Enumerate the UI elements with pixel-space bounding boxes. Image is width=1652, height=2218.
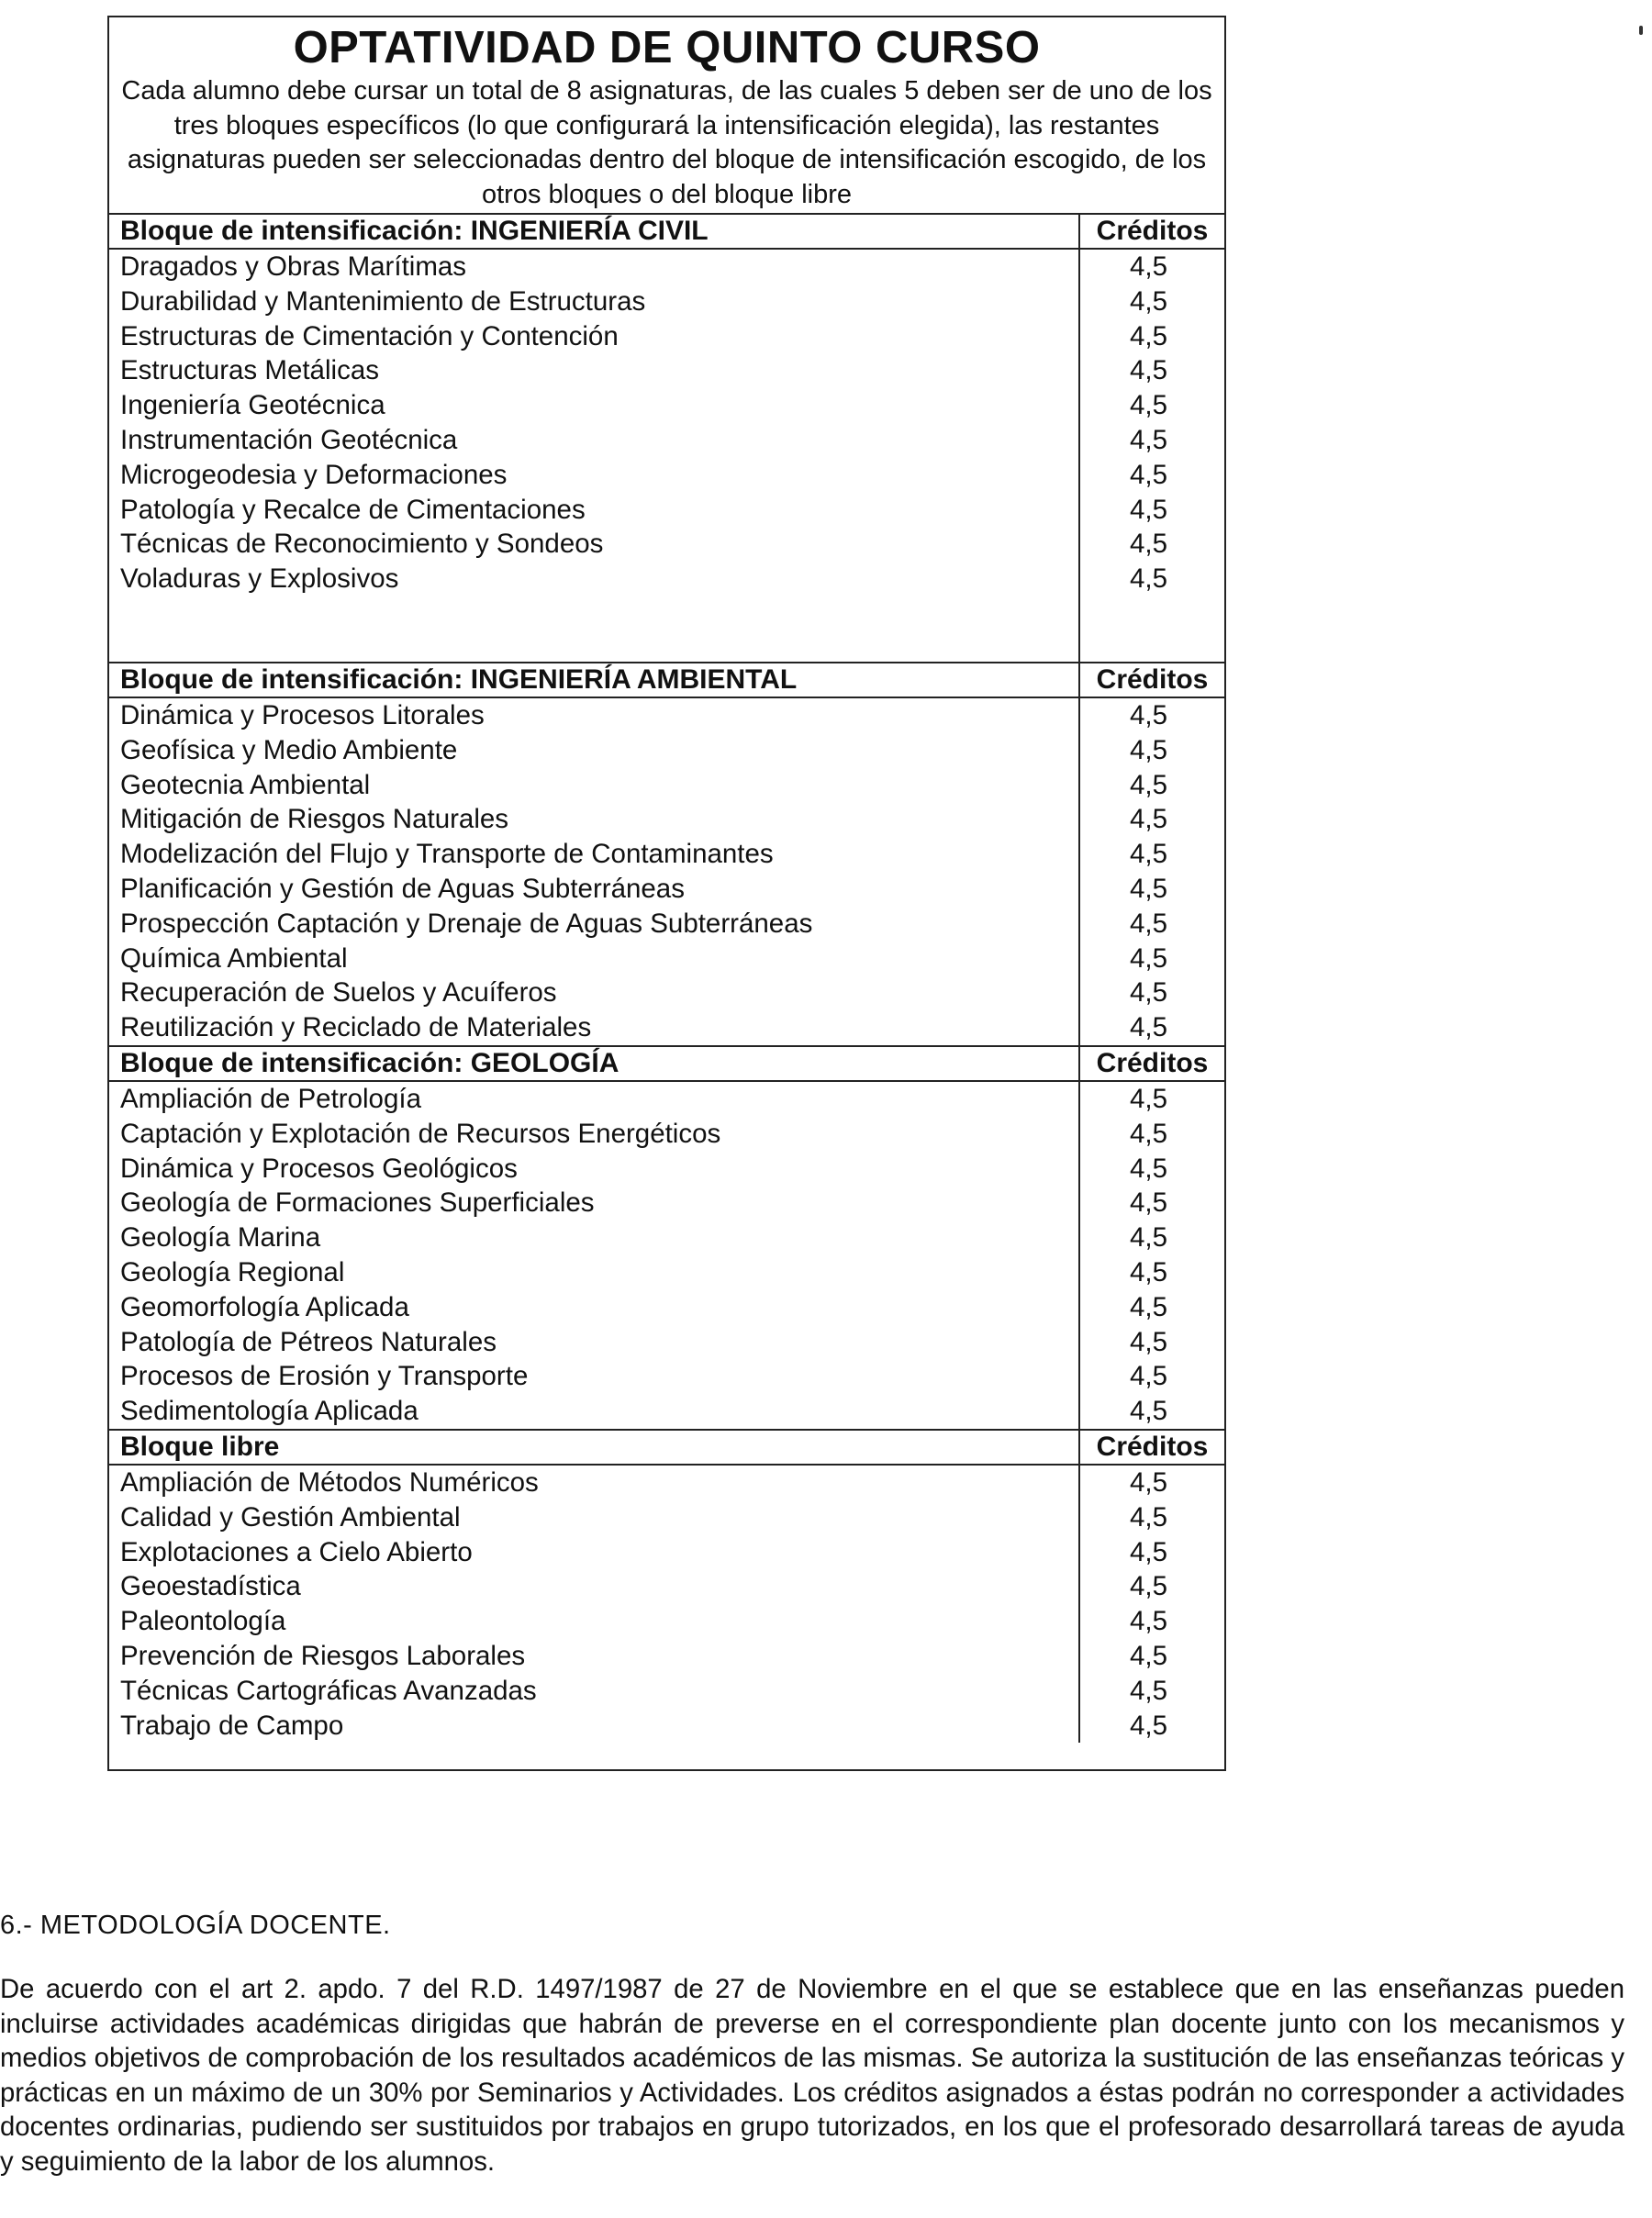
block-geologia <box>109 1047 1224 1431</box>
subject-name: Patología de Pétreos Naturales <box>120 1326 497 1357</box>
subject-name: Estructuras Metálicas <box>120 355 379 386</box>
title-box <box>109 17 1224 215</box>
subject-name: Ampliación de Petrología <box>120 1083 421 1114</box>
block-header <box>109 663 1224 698</box>
subject-credit: 4,5 <box>1129 494 1167 525</box>
subject-credit: 4,5 <box>1129 1571 1167 1602</box>
page-title: OPTATIVIDAD DE QUINTO CURSO <box>293 23 1041 72</box>
subject-name: Geología Regional <box>120 1256 345 1287</box>
section-heading: 6.- METODOLOGÍA DOCENTE. <box>0 1911 391 1940</box>
subject-name: Modelización del Flujo y Transporte de Contaminantes <box>120 839 774 870</box>
subject-name: Geomorfología Aplicada <box>120 1291 409 1322</box>
subject-names <box>109 698 1080 1045</box>
subject-names <box>109 1466 1080 1743</box>
subject-name: Patología y Recalce de Cimentaciones <box>120 494 586 525</box>
subject-credit: 4,5 <box>1129 251 1167 282</box>
credits-header: Créditos <box>1096 216 1209 246</box>
subject-name: Geoestadística <box>120 1571 301 1602</box>
subject-name: Explotaciones a Cielo Abierto <box>120 1536 473 1567</box>
subject-credit: 4,5 <box>1129 1187 1167 1219</box>
subject-credit: 4,5 <box>1129 1222 1167 1254</box>
subject-name: Dinámica y Procesos Litorales <box>120 700 485 730</box>
subject-credit: 4,5 <box>1129 1083 1167 1114</box>
subject-name: Instrumentación Geotécnica <box>120 424 458 455</box>
subject-name: Durabilidad y Mantenimiento de Estructuras <box>120 285 646 317</box>
subject-rows <box>109 1082 1224 1429</box>
subject-name: Química Ambiental <box>120 942 348 974</box>
subject-credit: 4,5 <box>1129 424 1167 455</box>
subject-name: Planificación y Gestión de Aguas Subterráneas <box>120 873 685 904</box>
subject-name: Ingeniería Geotécnica <box>120 390 385 421</box>
subject-credit: 4,5 <box>1129 320 1167 351</box>
subject-name: Geología Marina <box>120 1222 321 1254</box>
subject-name: Voladuras y Explosivos <box>120 563 399 595</box>
subject-credit: 4,5 <box>1129 355 1167 386</box>
block-header <box>109 1431 1224 1466</box>
subject-name: Calidad y Gestión Ambiental <box>120 1501 461 1533</box>
block-title: Bloque de intensificación: INGENIERÍA AMBIENTAL <box>109 663 1080 697</box>
subject-credit: 4,5 <box>1129 1012 1167 1043</box>
subject-names <box>109 1082 1080 1429</box>
subject-name: Paleontología <box>120 1606 286 1637</box>
subject-credit: 4,5 <box>1129 942 1167 974</box>
subject-credit: 4,5 <box>1129 1291 1167 1322</box>
block-header <box>109 215 1224 250</box>
subject-name: Prevención de Riesgos Laborales <box>120 1640 526 1671</box>
subject-name: Geotecnia Ambiental <box>120 769 371 800</box>
subject-name: Ampliación de Métodos Numéricos <box>120 1466 539 1498</box>
subject-credit: 4,5 <box>1129 1606 1167 1637</box>
subject-credit: 4,5 <box>1129 1361 1167 1392</box>
subject-credit: 4,5 <box>1129 563 1167 595</box>
subject-credit: 4,5 <box>1129 1118 1167 1149</box>
credits-header: Créditos <box>1096 1431 1209 1462</box>
credits-header: Créditos <box>1096 664 1209 695</box>
subject-name: Geofísica y Medio Ambiente <box>120 734 458 765</box>
subject-name: Geología de Formaciones Superficiales <box>120 1187 595 1219</box>
subject-name: Procesos de Erosión y Transporte <box>120 1361 529 1392</box>
subject-credit: 4,5 <box>1129 285 1167 317</box>
subject-name: Técnicas Cartográficas Avanzadas <box>120 1675 537 1706</box>
subject-names <box>109 250 1080 662</box>
body-paragraph: De acuerdo con el art 2. apdo. 7 del R.D. 1497/1987 de 27 de Noviembre en el que se establece que en las enseñanzas pueden incluirse actividades académicas dirigidas que habrán de preverse en el correspondiente plan docente junto con los mecanismos y medios objetivos de comprobación de los resultados académicos de las mismas. Se autoriza la sustitución de las enseñanzas teóricas y prácticas en un máximo de un 30% por Seminarios y Actividades. Los créditos asignados a éstas podrán no corresponder a actividades docentes ordinarias, pudiendo ser sustituidos por trabajos en grupo tutorizados, en los que el profesorado desarrollará tareas de ayuda y seguimiento de la labor de los alumnos. <box>0 1974 1624 2177</box>
intro-text: Cada alumno debe cursar un total de 8 asignaturas, de las cuales 5 deben ser de uno de los tres bloques específicos (lo que configurará la intensificación elegida), las restantes asignaturas pueden ser seleccionadas dentro del bloque de intensificación escogido, de los otros bloques o del bloque libre <box>121 76 1212 209</box>
subject-name: Mitigación de Riesgos Naturales <box>120 804 509 835</box>
subject-credit: 4,5 <box>1129 1256 1167 1287</box>
block-ingenieria-ambiental <box>109 663 1224 1047</box>
subject-credit: 4,5 <box>1129 1153 1167 1184</box>
subject-name: Prospección Captación y Drenaje de Aguas Subterráneas <box>120 908 813 939</box>
subject-credits <box>1080 1082 1224 1429</box>
subject-name: Dinámica y Procesos Geológicos <box>120 1153 518 1184</box>
block-title: Bloque libre <box>109 1431 1080 1464</box>
block-title: Bloque de intensificación: GEOLOGÍA <box>109 1047 1080 1080</box>
block-header <box>109 1047 1224 1082</box>
optativity-table <box>107 16 1226 1771</box>
subject-credit: 4,5 <box>1129 1640 1167 1671</box>
block-ingenieria-civil <box>109 215 1224 663</box>
subject-rows <box>109 1466 1224 1743</box>
subject-name: Trabajo de Campo <box>120 1710 344 1741</box>
subject-credit: 4,5 <box>1129 839 1167 870</box>
subject-rows <box>109 250 1224 662</box>
subject-credit: 4,5 <box>1129 1326 1167 1357</box>
block-title: Bloque de intensificación: INGENIERÍA CIVIL <box>109 215 1080 248</box>
subject-credit: 4,5 <box>1129 1501 1167 1533</box>
subject-credit: 4,5 <box>1129 529 1167 560</box>
subject-credit: 4,5 <box>1129 1675 1167 1706</box>
block-libre <box>109 1431 1224 1743</box>
subject-credit: 4,5 <box>1129 769 1167 800</box>
subject-name: Microgeodesia y Deformaciones <box>120 459 508 490</box>
subject-name: Reutilización y Reciclado de Materiales <box>120 1012 592 1043</box>
subject-name: Sedimentología Aplicada <box>120 1396 419 1427</box>
subject-name: Estructuras de Cimentación y Contención <box>120 320 619 351</box>
subject-credit: 4,5 <box>1129 873 1167 904</box>
subject-credit: 4,5 <box>1129 459 1167 490</box>
subject-name: Técnicas de Reconocimiento y Sondeos <box>120 529 604 560</box>
subject-rows <box>109 698 1224 1045</box>
subject-credit: 4,5 <box>1129 1536 1167 1567</box>
subject-credit: 4,5 <box>1129 1396 1167 1427</box>
subject-credit: 4,5 <box>1129 804 1167 835</box>
subject-credits <box>1080 250 1224 662</box>
subject-credit: 4,5 <box>1129 977 1167 1009</box>
subject-credit: 4,5 <box>1129 700 1167 730</box>
subject-credits <box>1080 1466 1224 1743</box>
subject-credit: 4,5 <box>1129 1466 1167 1498</box>
credits-header: Créditos <box>1096 1047 1209 1078</box>
subject-credits <box>1080 698 1224 1045</box>
subject-name: Captación y Explotación de Recursos Energéticos <box>120 1118 721 1149</box>
margin-mark <box>1639 26 1643 35</box>
subject-name: Dragados y Obras Marítimas <box>120 251 467 282</box>
subject-credit: 4,5 <box>1129 390 1167 421</box>
subject-credit: 4,5 <box>1129 908 1167 939</box>
subject-credit: 4,5 <box>1129 734 1167 765</box>
subject-name: Recuperación de Suelos y Acuíferos <box>120 977 557 1009</box>
subject-credit: 4,5 <box>1129 1710 1167 1741</box>
